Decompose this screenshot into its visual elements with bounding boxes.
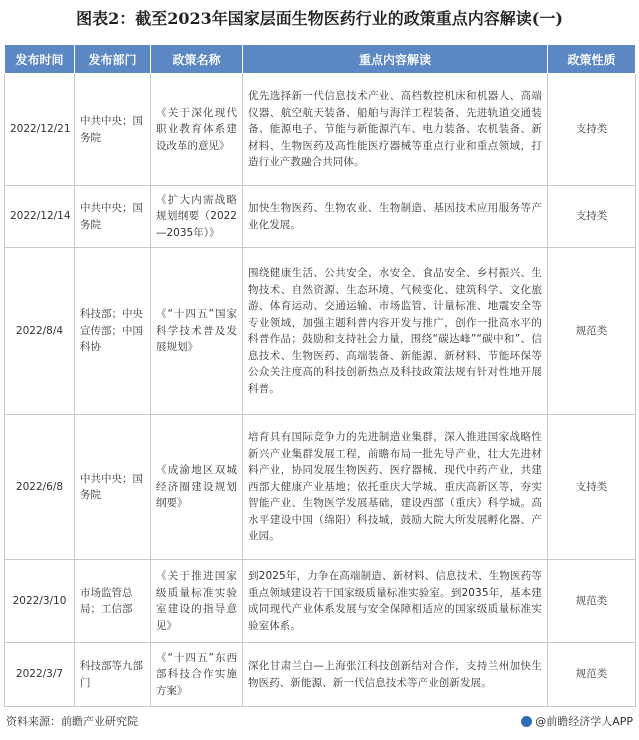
cell-dept: 中共中央；国务院 (75, 74, 151, 186)
brand-label: @前瞻经济学人APP (535, 715, 633, 728)
brand-logo-icon (521, 716, 532, 727)
header-type: 政策性质 (548, 45, 636, 74)
cell-name: 《成渝地区双城经济圈建设规划纲要》 (151, 415, 243, 560)
header-name: 政策名称 (151, 45, 243, 74)
header-dept: 发布部门 (75, 45, 151, 74)
cell-date: 2022/3/10 (5, 560, 75, 643)
policy-table (4, 44, 636, 707)
cell-date: 2022/12/21 (5, 74, 75, 186)
table-row (5, 560, 636, 643)
cell-date: 2022/8/4 (5, 248, 75, 415)
cell-content: 优先选择新一代信息技术产业、高档数控机床和机器人、高端仪器、航空航天装备、船舶与海洋工程装备、先进轨道交通装备、能源电子、节能与新能源汽车、电力装备、农机装备、新材料、生物医药及高性能医疗器械等重点行业和重点领域，打造行业产教融合共同体。 (243, 74, 548, 186)
cell-type: 支持类 (548, 74, 636, 186)
cell-dept: 科技部；中央宣传部；中国科协 (75, 248, 151, 415)
cell-type: 支持类 (548, 186, 636, 248)
cell-content: 加快生物医药、生物农业、生物制造、基因技术应用服务等产业化发展。 (243, 186, 548, 248)
cell-type: 规范类 (548, 248, 636, 415)
table-row (5, 643, 636, 707)
cell-date: 2022/12/14 (5, 186, 75, 248)
cell-name: 《关于深化现代职业教育体系建设改革的意见》 (151, 74, 243, 186)
header-content: 重点内容解读 (243, 45, 548, 74)
table-header-row (5, 45, 636, 74)
cell-type: 支持类 (548, 415, 636, 560)
brand-credit (521, 713, 633, 729)
cell-name: 《扩大内需战略规划纲要（2022—2035年）》 (151, 186, 243, 248)
cell-dept: 科技部等九部门 (75, 643, 151, 707)
cell-type: 规范类 (548, 560, 636, 643)
cell-name: 《“十四五”国家科学技术普及发展规划》 (151, 248, 243, 415)
table-row (5, 415, 636, 560)
cell-dept: 市场监管总局；工信部 (75, 560, 151, 643)
cell-name: 《“十四五”东西部科技合作实施方案》 (151, 643, 243, 707)
cell-content: 培育具有国际竞争力的先进制造业集群，深入推进国家战略性新兴产业集群发展工程，前瞻布局一批先导产业，壮大先进材料产业，协同发展生物医药、医疗器械、现代中药产业，共建西部大健康产业基地；依托重庆大学城、重庆高新区等，夯实智能产业、生物医学发展基础，建设西部（重庆）科学城。高水平建设中国（绵阳）科技城，鼓励大院大所发展孵化器、产业园。 (243, 415, 548, 560)
cell-name: 《关于推进国家级质量标准实验室建设的指导意见》 (151, 560, 243, 643)
cell-content: 到2025年，力争在高端制造、新材料、信息技术、生物医药等重点领域建设若干国家级质量标准实验室。到2035年，基本建成同现代产业体系发展与安全保障相适应的国家级质量标准实验室体系。 (243, 560, 548, 643)
page-title: 图表2：截至2023年国家层面生物医药行业的政策重点内容解读(一) (76, 9, 563, 28)
table-row (5, 248, 636, 415)
cell-content: 围绕健康生活、公共安全、水安全、食品安全、乡村振兴、生物技术、自然资源、生态环境、气候变化、建筑科学、文化旅游、体育运动、交通运输、市场监管、计量标准、地震安全等专业领域，加强主题科普内容开发与推广，创作一批高水平的科普作品；鼓励和支持社会力量，围绕“碳达峰”“碳中和”、信息技术、生物医药、高端装备、新能源、新材料、节能环保等公众关注度高的科技创新热点及科技政策法规有针对性地开展科普。 (243, 248, 548, 415)
cell-dept: 中共中央；国务院 (75, 415, 151, 560)
table-row (5, 186, 636, 248)
cell-date: 2022/6/8 (5, 415, 75, 560)
cell-dept: 中共中央；国务院 (75, 186, 151, 248)
cell-content: 深化甘肃兰白—上海张江科技创新结对合作，支持兰州加快生物医药、新能源、新一代信息技术等产业创新发展。 (243, 643, 548, 707)
table-row (5, 74, 636, 186)
cell-type: 规范类 (548, 643, 636, 707)
cell-date: 2022/3/7 (5, 643, 75, 707)
header-date: 发布时间 (5, 45, 75, 74)
source-note: 资料来源：前瞻产业研究院 (6, 715, 138, 728)
